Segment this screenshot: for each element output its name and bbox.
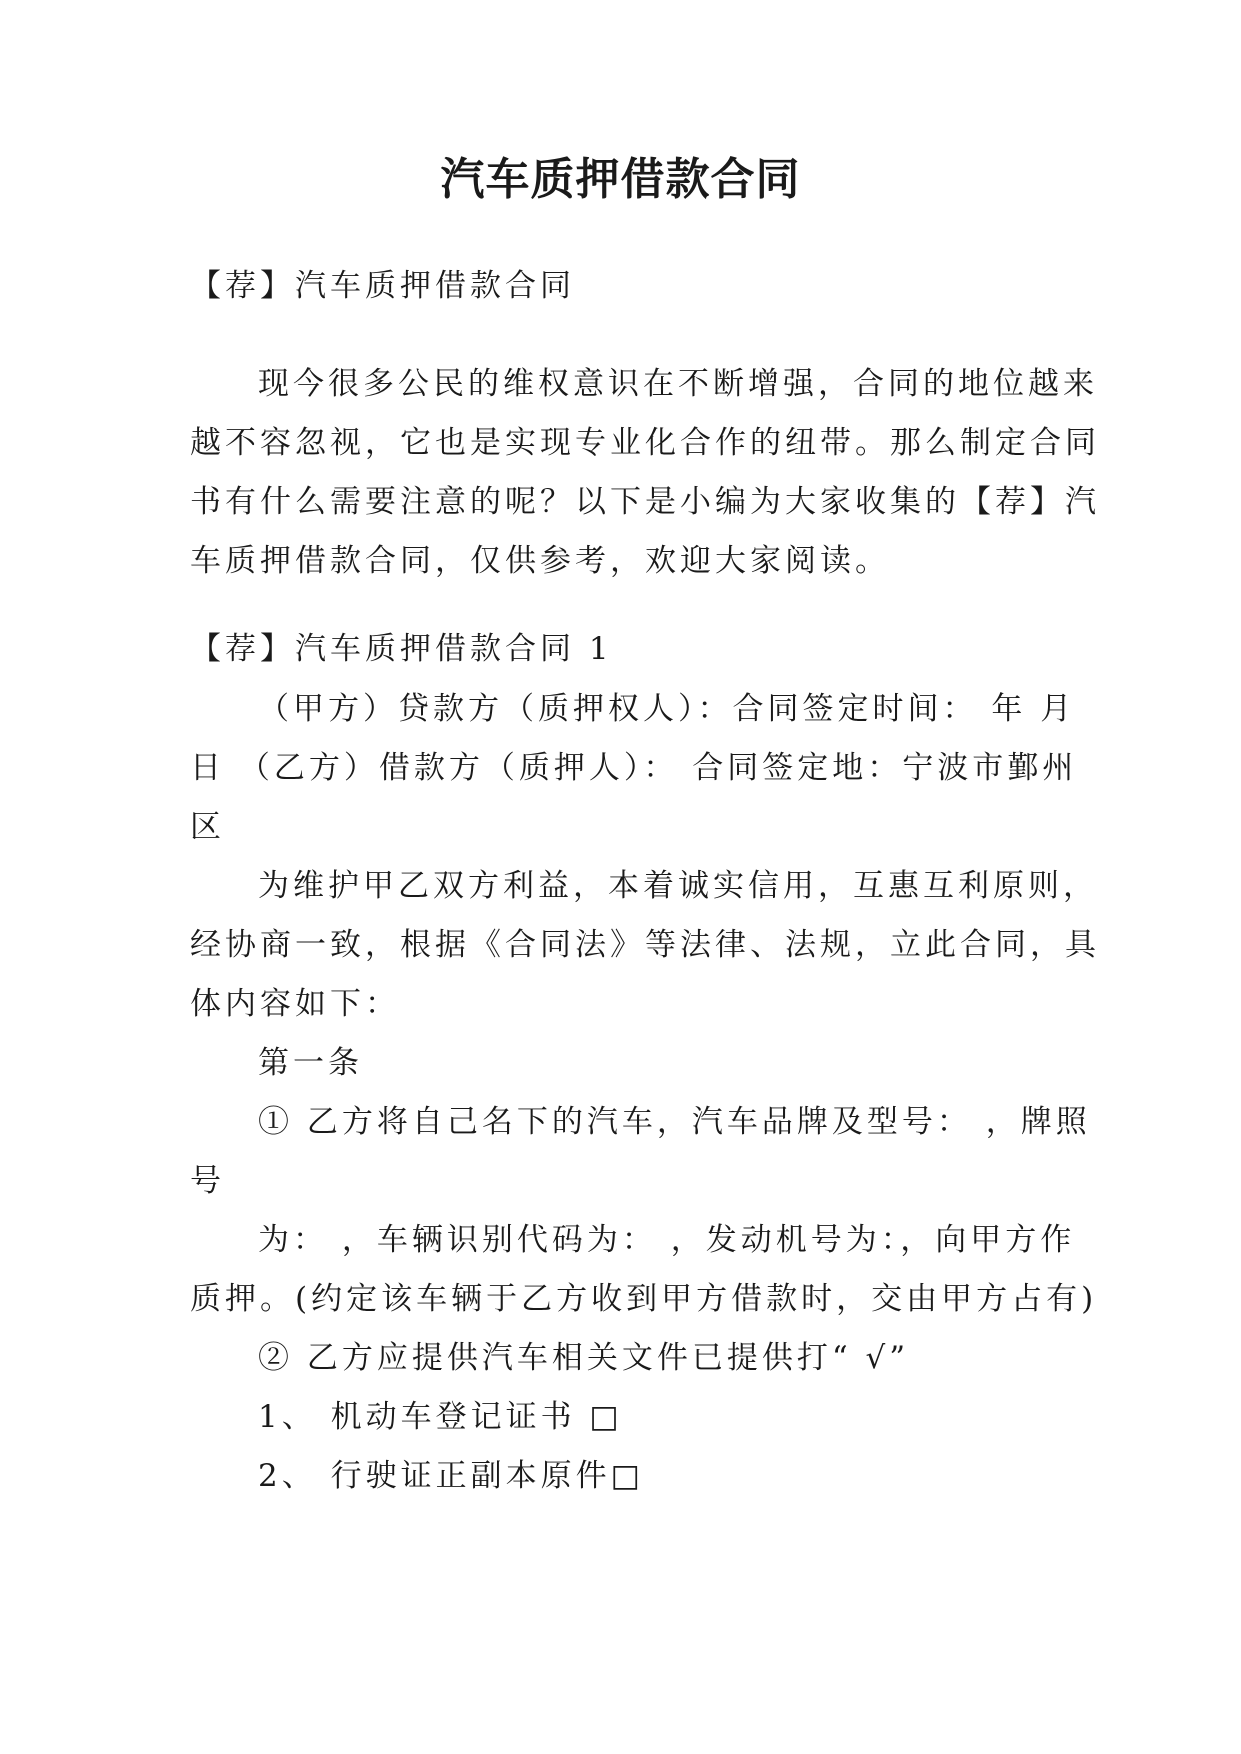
clause-1b-line: 质押。(约定该车辆于乙方收到甲方借款时，交由甲方占有) [190,1281,1098,1317]
intro-line: 越不容忽视，它也是实现专业化合作的纽带。那么制定合同 [190,425,1100,461]
intro-line: 现今很多公民的维权意识在不断增强，合同的地位越来 [258,366,1098,402]
purpose-paragraph [190,857,1100,1034]
purpose-line: 为维护甲乙双方利益，本着诚实信用，互惠互利原则， [258,868,1098,904]
parties-line: （甲方）贷款方（质押权人）：合同签定时间： 年 月 [258,691,1076,727]
purpose-line: 体内容如下： [190,986,400,1022]
parties-line: 区 [190,809,225,845]
article-one [190,1034,1050,1093]
document-title: 汽车质押借款合同 [440,154,801,205]
intro-paragraph [190,355,1100,591]
subtitle-line: 【荐】汽车质押借款合同 [190,268,575,304]
clause-2 [190,1329,1050,1388]
section-heading-line: 【荐】汽车质押借款合同 1 [190,631,613,667]
clause-1 [190,1093,1091,1211]
parties-line: 日 （乙方）借款方（质押人）： 合同签定地：宁波市鄞州 [190,750,1078,786]
clause-1-line: 号 [190,1163,225,1199]
clause-1b [190,1211,1098,1329]
purpose-line: 经协商一致，根据《合同法》等法律、法规，立此合同，具 [190,927,1100,963]
clause-1b-line: 为： ，车辆识别代码为： ，发动机号为：，向甲方作 [258,1222,1076,1258]
intro-line: 车质押借款合同，仅供参考，欢迎大家阅读。 [190,543,890,579]
intro-line: 书有什么需要注意的呢？以下是小编为大家收集的【荐】汽 [190,484,1100,520]
article-one-heading: 第一条 [258,1045,363,1081]
clause-1-line: ① 乙方将自己名下的汽车，汽车品牌及型号： ，牌照 [258,1104,1091,1140]
clause-2-line: ② 乙方应提供汽车相关文件已提供打“ √” [258,1340,910,1376]
document-subtitle [190,257,1050,316]
list-item: 2、 行驶证正副本原件□ [258,1458,644,1494]
section-heading [190,620,1050,679]
parties-paragraph [190,680,1078,857]
document-list [190,1388,1050,1506]
list-item: 1、 机动车登记证书 □ [258,1399,623,1435]
